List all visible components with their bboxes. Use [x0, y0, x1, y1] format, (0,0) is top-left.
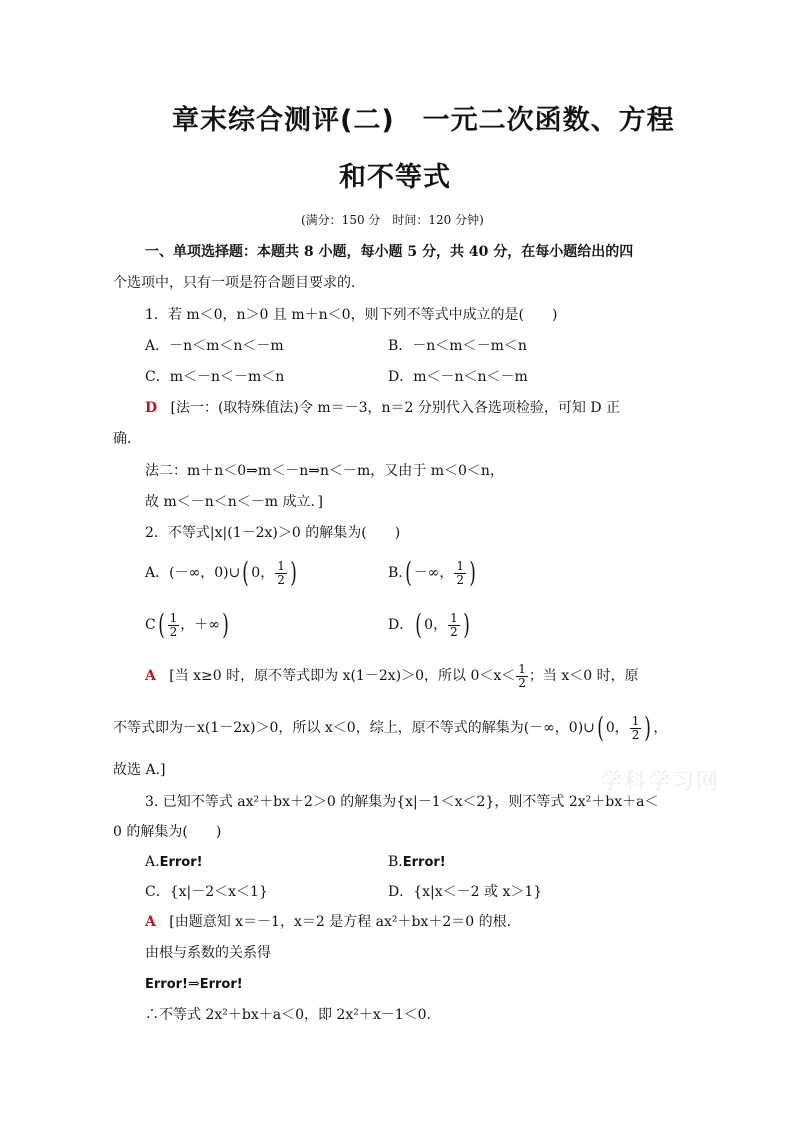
half-fraction: $\frac{1}{2}$: [518, 661, 526, 690]
q3-option-a-prefix: A.: [145, 854, 160, 870]
q2-answer: A: [145, 668, 156, 684]
q3-explanation-3: [145, 974, 243, 995]
q1-explanation-1-cont: 确．: [113, 431, 141, 447]
half-fraction: $\frac{1}{2}$: [456, 558, 464, 587]
q2-explanation-1-pre: [当 x≥0 时，原不等式即为 x(1－2x)＞0，所以 0＜x＜: [169, 668, 516, 684]
section-heading-text: 一、单项选择题：本题共 8 小题，每小题 5 分，共 40 分，在每小题给出的四: [145, 244, 634, 260]
q2-option-b-prefix: B.: [388, 565, 403, 581]
q2-explanation-2: 不等式即为－x(1－2x)＞0，所以 x＜0，综上，原不等式的解集为(－∞，0)∪( 0， $\frac{1}{2}$ ) ，: [113, 711, 668, 744]
q1-answer: D: [145, 400, 158, 416]
q2-option-a-prefix: A．(－∞，0)∪: [145, 565, 241, 581]
q3-implies-arrow: ⇒: [187, 976, 200, 992]
q2-option-d-prefix: D．: [388, 617, 414, 633]
exam-meta: (满分：150 分 时间：120 分钟): [301, 213, 484, 227]
q3-option-d: D．{x|x＜－2 或 x＞1}: [388, 884, 543, 900]
q1-explanation-2: 法二：m＋n＜0⇒m＜－n⇒n＜－m，又由于 m＜0＜n，: [145, 463, 504, 479]
half-fraction: $\frac{1}{2}$: [631, 713, 640, 742]
q2-option-c-prefix: C: [145, 617, 156, 633]
half-fraction: $\frac{1}{2}$: [277, 558, 285, 587]
q2-stem: 2．不等式|x|(1－2x)＞0 的解集为( ): [145, 525, 401, 541]
half-fraction: $\frac{1}{2}$: [169, 610, 178, 639]
q2-option-b: B.( －∞， $\frac{1}{2}$ ): [388, 556, 476, 589]
q3-explanation-1: [145, 912, 521, 932]
section-heading-cont: 个选项中，只有一项是符合题目要求的．: [113, 275, 365, 291]
q3-option-a: [145, 852, 203, 873]
q2-option-c: C( $\frac{1}{2}$ ，＋∞): [145, 608, 229, 641]
q2-explanation-1-post: ；当 x＜0 时，原: [528, 668, 639, 684]
title-line-2: 和不等式: [339, 162, 451, 193]
title-line-1: 章末综合测评(二) 一元二次函数、方程: [172, 105, 675, 136]
q3-explanation-2: 由根与系数的关系得: [145, 945, 271, 961]
q2-explanation-2-interval: 0，: [605, 720, 629, 736]
q3-answer: A: [145, 914, 156, 930]
q3-option-b-prefix: B.: [388, 854, 403, 870]
q1-explanation-1: [145, 398, 620, 418]
q2-option-b-interval: －∞，: [413, 565, 454, 581]
q3-stem-1: 3. 已知不等式 ax²＋bx＋2＞0 的解集为{x|－1＜x＜2}，则不等式 2x²＋bx＋a＜: [145, 794, 659, 810]
q1-explanation-3: 故 m＜－n＜n＜－m 成立．]: [145, 494, 323, 510]
q1-explanation-1-text: [法一：(取特殊值法)令 m＝－3，n＝2 分别代入各选项检验，可知 D 正: [170, 400, 621, 416]
q2-explanation-1: [145, 662, 639, 690]
q1-option-d: D．m＜－n＜n＜－m: [388, 369, 528, 385]
q2-option-a: A．(－∞，0)∪( 0， $\frac{1}{2}$ ): [145, 556, 297, 589]
q3-option-b: [388, 852, 446, 873]
q2-option-c-interval: ，＋∞: [180, 617, 220, 633]
q2-option-a-interval: 0，: [251, 565, 275, 581]
q3-option-c: C．{x|－2＜x＜1}: [145, 884, 268, 900]
q2-option-d: D．( 0， $\frac{1}{2}$ ): [388, 608, 470, 641]
q1-option-c: C．m＜－n＜－m＜n: [145, 369, 285, 385]
q2-explanation-2-pre: 不等式即为－x(1－2x)＞0，所以 x＜0，综上，原不等式的解集为(－∞，0)∪: [113, 720, 595, 736]
q3-explanation-1-text: [由题意知 x＝－1，x＝2 是方程 ax²＋bx＋2＝0 的根．: [169, 914, 521, 930]
q2-option-d-interval: 0，: [424, 617, 448, 633]
q3-explanation-4: ∴不等式 2x²＋bx＋a＜0，即 2x²＋x－1＜0.: [145, 1007, 432, 1023]
q1-option-b: B．－n＜m＜－m＜n: [388, 338, 527, 354]
q3-stem-2: 0 的解集为( ): [113, 824, 222, 840]
q3-explanation-error-1: Error!: [145, 977, 188, 992]
watermark: 学科学习网: [600, 770, 721, 795]
section-heading: [145, 242, 633, 262]
q1-stem: 1．若 m＜0，n＞0 且 m＋n＜0，则下列不等式中成立的是( ): [145, 307, 558, 323]
q3-explanation-error-2: Error!: [199, 977, 243, 992]
q3-option-a-error: Error!: [159, 855, 203, 870]
q1-option-a: A．－n＜m＜n＜－m: [145, 338, 284, 354]
q2-explanation-2-post: ，: [653, 720, 668, 736]
half-fraction: $\frac{1}{2}$: [450, 610, 458, 639]
q2-explanation-3: 故选 A.]: [113, 762, 166, 778]
q3-option-b-error: Error!: [402, 855, 446, 870]
